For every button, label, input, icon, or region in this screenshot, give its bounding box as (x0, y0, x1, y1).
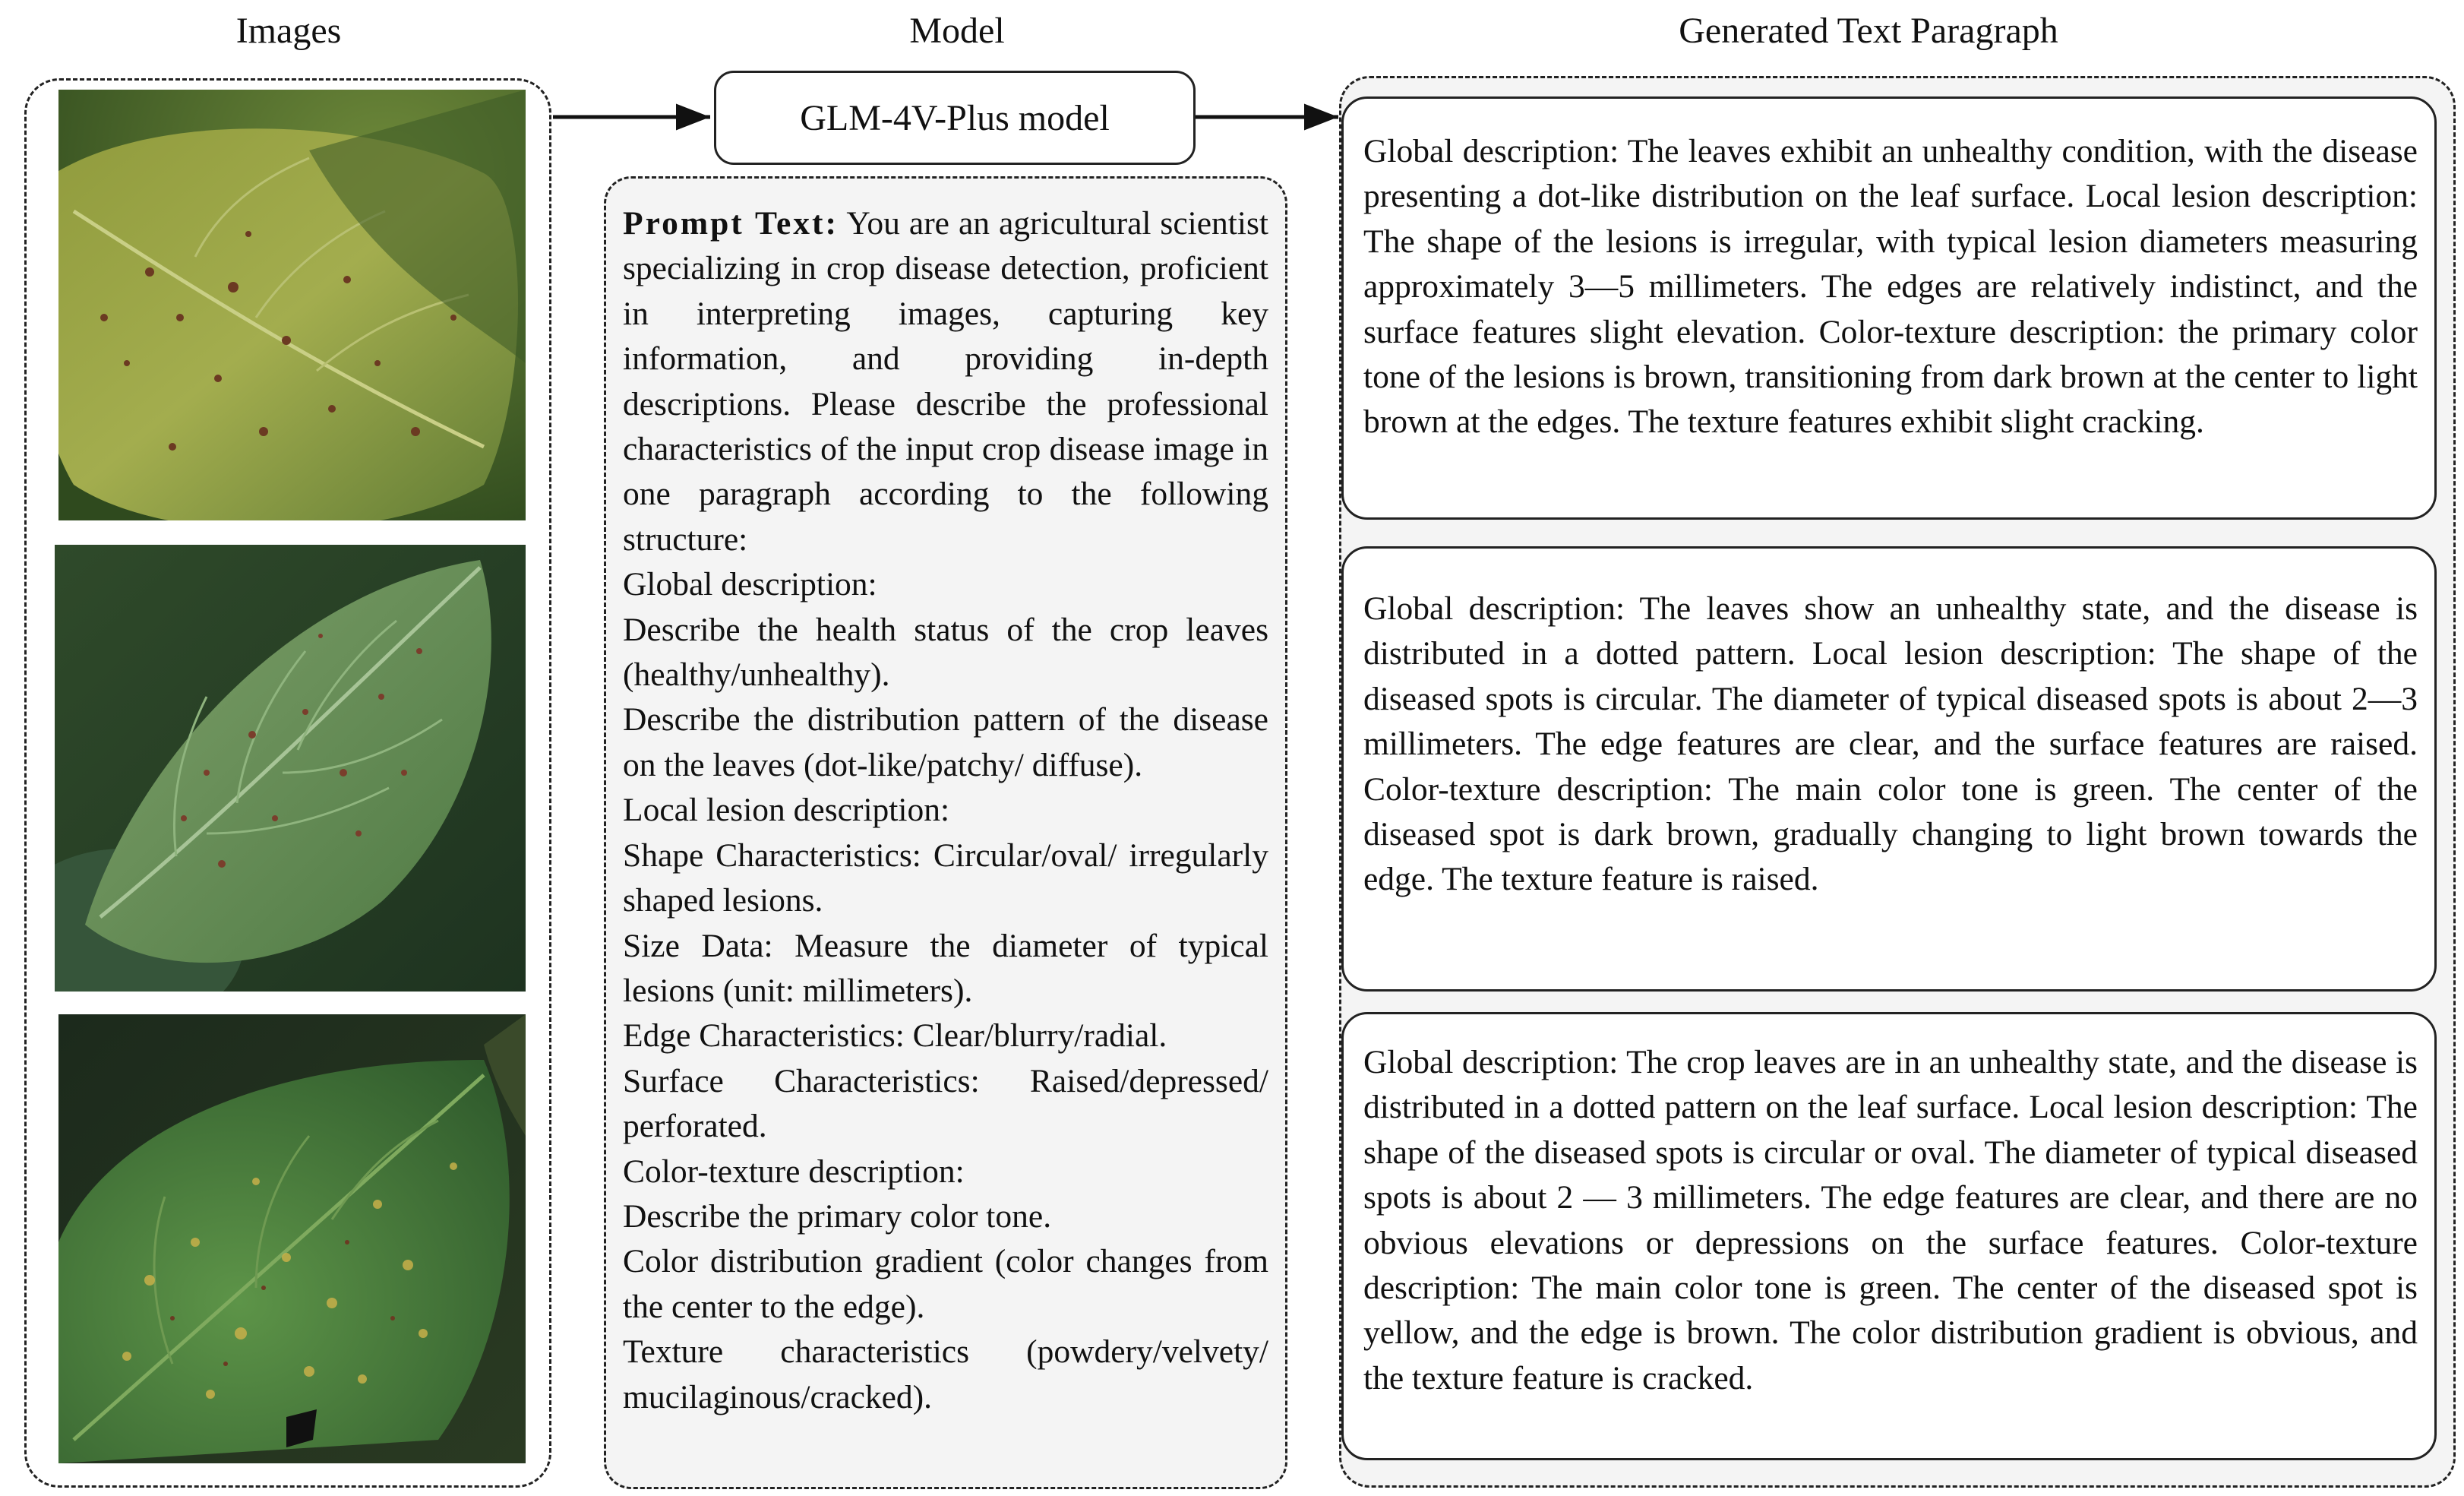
prompt-line-5: Shape Characteristics: Circular/oval/ irregularly shaped lesions. (623, 837, 1268, 919)
generated-text-3: Global description: The crop leaves are in an unhealthy state, and the disease is distributed in a dotted pattern on the leaf surface. Local lesion description: The shape of the diseased spots is circular or oval. The diameter of typical diseased spots is about 2 — 3 millimeters. The edge features are clear, and there are no obvious elevations or depressions on the surface features. Color-texture description: The main color tone is green. The center of the diseased spot is yellow, and the edge is brown. The color distribution gradient is obvious, and the texture feature is cracked. (1363, 1044, 2418, 1396)
prompt-line-3: Describe the distribution pattern of the disease on the leaves (dot-like/patchy/ diffuse). (623, 701, 1268, 783)
generated-paragraph-1 (1341, 96, 2437, 520)
prompt-line-2: Describe the health status of the crop leaves (healthy/unhealthy). (623, 611, 1268, 694)
model-box (714, 71, 1196, 165)
prompt-label: Prompt Text: (623, 205, 839, 242)
generated-paragraph-3 (1341, 1012, 2437, 1460)
prompt-line-9: Color-texture description: (623, 1153, 965, 1190)
model-name: GLM-4V-Plus model (800, 97, 1110, 138)
generated-heading: Generated Text Paragraph (1679, 11, 2058, 51)
prompt-line-4: Local lesion description: (623, 792, 950, 829)
prompt-intro (623, 201, 1268, 562)
generated-paragraph-2 (1341, 546, 2437, 992)
prompt-intro-text: You are an agricultural scientist specializing in crop disease detection, proficient in interpreting images, capturing key information, and providing in-depth descriptions. Please describe the professional characteristics of the input crop disease image in one paragraph according to the following structure: (623, 205, 1268, 558)
prompt-line-6: Size Data: Measure the diameter of typical lesions (unit: millimeters). (623, 927, 1268, 1009)
generated-text-2: Global description: The leaves show an unhealthy state, and the disease is distributed in a dotted pattern. Local lesion description: The shape of the diseased spots is circular. The diameter of typical diseased spots is about 2—3 millimeters. The edge features are clear, and the surface features are raised. Color-texture description: The main color tone is green. The center of the diseased spot is dark brown, gradually changing to light brown towards the edge. The texture feature is raised. (1363, 590, 2418, 898)
prompt-line-12: Texture characteristics (powdery/velvety/ mucilaginous/cracked). (623, 1333, 1268, 1415)
prompt-line-10: Describe the primary color tone. (623, 1197, 1052, 1235)
prompt-line-7: Edge Characteristics: Clear/blurry/radial. (623, 1017, 1167, 1055)
prompt-line-11: Color distribution gradient (color changes from the center to the edge). (623, 1243, 1268, 1325)
prompt-line-8: Surface Characteristics: Raised/depressed/ perforated. (623, 1062, 1268, 1145)
prompt-line-1: Global description: (623, 566, 877, 603)
prompt-box (604, 176, 1287, 1489)
generated-text-1: Global description: The leaves exhibit an unhealthy condition, with the disease presenting a dot-like distribution on the leaf surface. Local lesion description: The shape of the lesions is irregular, with typical lesion diameters measuring approximately 3—5 millimeters. The edges are relatively indistinct, and the surface features slight elevation. Color-texture description: the primary color tone of the lesions is brown, transitioning from dark brown at the center to light brown at the edges. The texture features exhibit slight cracking. (1363, 133, 2418, 441)
model-heading: Model (909, 11, 1005, 51)
images-heading: Images (235, 11, 342, 51)
